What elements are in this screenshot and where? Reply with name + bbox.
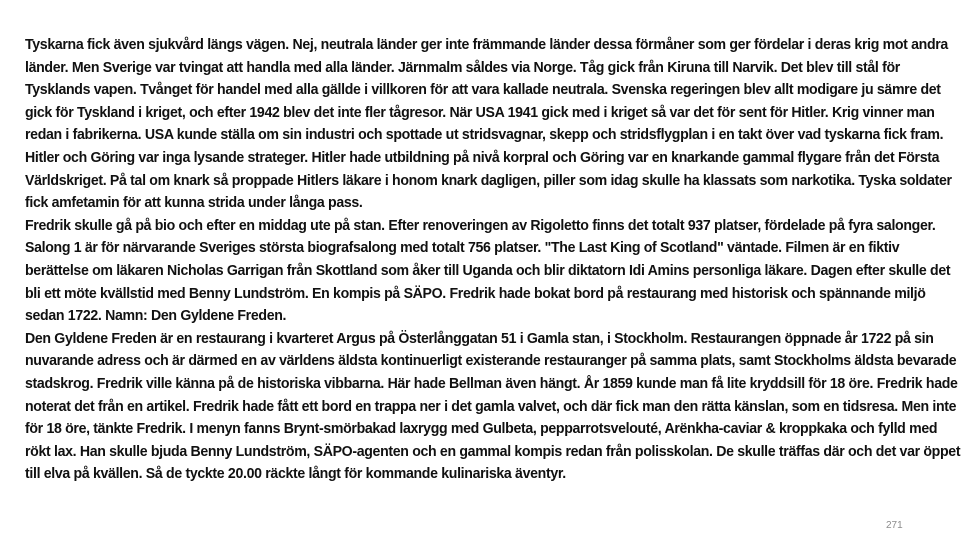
paragraph-1: Tyskarna fick även sjukvård längs vägen. Nej, neutrala länder ger inte främmande länder dessa förmåner som ger fördelar i deras krig mot andra länder. Men Sverige var tvingat att handla med alla länder. Järnmalm såldes via Norge. Tåg gick från Kiruna till Narvik. Det blev till stål för Tysklands vapen. Tvånget för handel med alla gällde i villkoren för att vara kallade neutrala. Svenska regeringen blev allt modigare ju sämre det gick för Tyskland i kriget, och efter 1942 blev det inte fler tågresor. När USA 1941 gick med i kriget så var det för sent för Hitler. Krig vinner man redan i fabrikerna. USA kunde ställa om sin industri och spottade ut stridsvagnar, skepp och stridsflygplan i en takt över vad tyskarna fick fram. Hitler och Göring var inga lysande strateger. Hitler hade utbildning på nivå korpral och Göring var en knarkande gammal flygare från det Första Världskriget. På tal om knark så proppade Hitlers läkare i honom knark dagligen, piller som idag skulle ha klassats som narkotika. Tyska soldater fick amfetamin för att kunna strida under långa pass. (25, 36, 952, 212)
body-text (25, 34, 964, 486)
page-number: 271 (886, 520, 903, 531)
paragraph-3: Den Gyldene Freden är en restaurang i kvarteret Argus på Österlånggatan 51 i Gamla stan, i Stockholm. Restaurangen öppnade år 1722 på sin nuvarande adress och är därmed en av världens äldsta kontinuerligt existerande restauranger på samma plats, samt Stockholms äldsta bevarade stadskrog. Fredrik ville känna på de historiska vibbarna. Här hade Bellman även hängt. År 1859 kunde man få lite kryddsill för 18 öre. Fredrik hade noterat det från en artikel. Fredrik hade fått ett bord en trappa ner i det gamla valvet, och där fick man den rätta känslan, som en tidsresa. Men inte för 18 öre, tänkte Fredrik. I menyn fanns Brynt-smörbakad laxrygg med Gulbeta, pepparrotsvelouté, Arënkha-caviar & kroppkaka och fylld med rökt lax. Han skulle bjuda Benny Lundström, SÄPO-agenten och en gammal kompis redan från polisskolan. De skulle träffas där och det var öppet till elva på kvällen. Så de tyckte 20.00 räckte långt för kommande kulinariska äventyr. (25, 329, 961, 483)
paragraph-2: Fredrik skulle gå på bio och efter en middag ute på stan. Efter renoveringen av Rigoletto finns det totalt 937 platser, fördelade på fyra salonger. Salong 1 är för närvarande Sveriges största biografsalong med totalt 756 platser. "The Last King of Scotland" väntade. Filmen är en fiktiv berättelse om läkaren Nicholas Garrigan från Skottland som åker till Uganda och blir diktatorn Idi Amins personliga läkare. Dagen efter skulle det bli ett möte kvällstid med Benny Lundström. En kompis på SÄPO. Fredrik hade bokat bord på restaurang med historisk och spännande miljö sedan 1722. Namn: Den Gyldene Freden. (25, 216, 951, 325)
